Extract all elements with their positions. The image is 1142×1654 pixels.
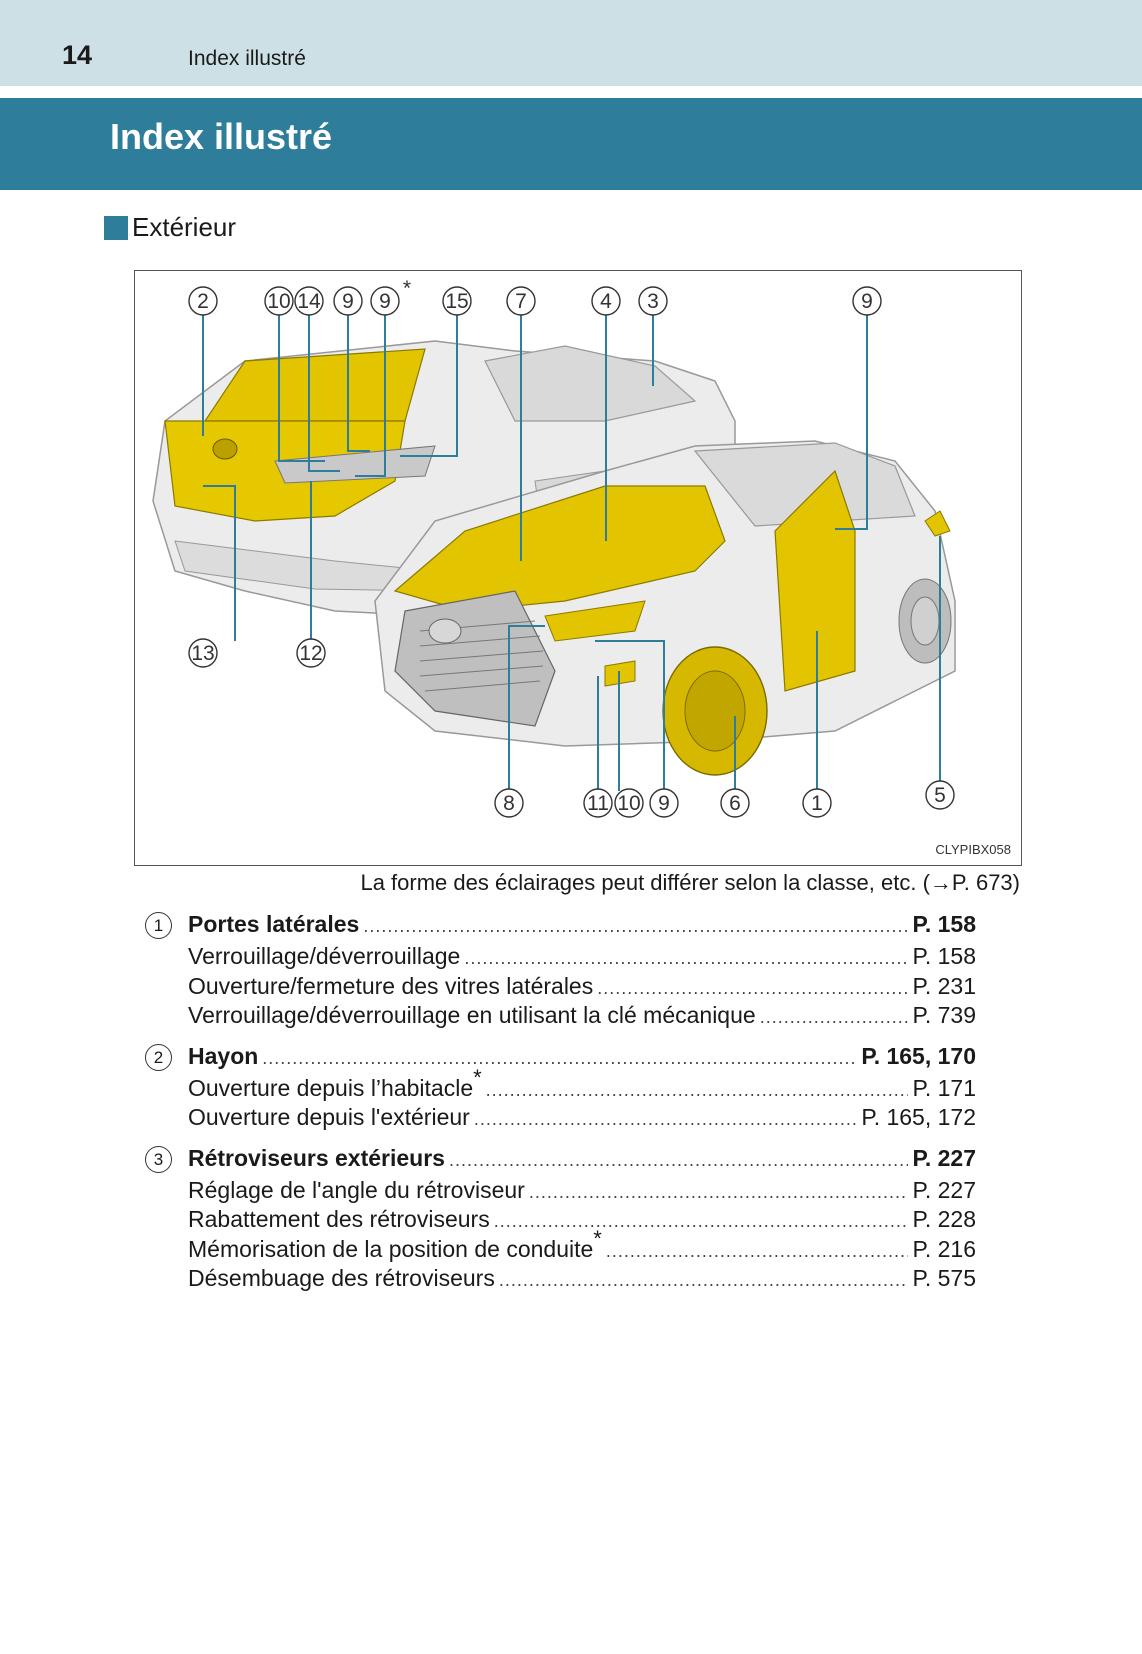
section-label: Extérieur: [132, 212, 237, 242]
leader-dots: [597, 975, 908, 1003]
page-ref[interactable]: P. 227: [912, 1144, 976, 1171]
callout-label-5: 5: [934, 784, 946, 807]
callout-label-9d: 9: [658, 792, 670, 815]
callout-10: [265, 287, 293, 315]
entry-label: Rétroviseurs extérieurs: [188, 1144, 445, 1171]
asterisk-mark: *: [473, 1064, 482, 1090]
entry-label: Hayon: [188, 1042, 259, 1069]
callout-2: [189, 287, 217, 315]
page-ref[interactable]: P. 165, 172: [861, 1104, 976, 1130]
section-heading: [104, 212, 236, 243]
leader-dots: [494, 1208, 909, 1236]
sub-item: [188, 943, 976, 973]
asterisk-mark: *: [593, 1225, 602, 1251]
figure-code: CLYPIBX058: [935, 842, 1011, 857]
callout-3: [639, 287, 667, 315]
callout-5: [926, 781, 954, 809]
entry-number: 1: [145, 912, 172, 939]
sub-item: [188, 973, 976, 1003]
index-entry: [0, 1142, 1142, 1295]
sub-item-text: Ouverture depuis l’habitacle: [188, 1074, 474, 1101]
callout-label-10: 10: [267, 290, 291, 313]
callout-4: [592, 287, 620, 315]
callout-9c: [853, 287, 881, 315]
callout-1: [803, 789, 831, 817]
sub-item: [188, 1177, 976, 1207]
callout-label-10b: 10: [617, 792, 641, 815]
page-ref[interactable]: P. 227: [912, 1176, 976, 1203]
callout-label-4: 4: [600, 290, 612, 313]
sub-item-label: Verrouillage/déverrouillage: [188, 943, 461, 969]
entry-heading: [188, 1142, 976, 1177]
sub-item-label: Ouverture/fermeture des vitres latérales: [188, 972, 594, 999]
callout-14: [295, 287, 323, 315]
callout-6: [721, 789, 749, 817]
leader-dots: [499, 1267, 909, 1295]
callout-label-12: 12: [299, 642, 323, 665]
sub-item: [188, 1206, 976, 1236]
leader-dots: [474, 1106, 858, 1134]
page-ref[interactable]: P. 216: [912, 1235, 976, 1262]
index-entry: [0, 1040, 1142, 1134]
title-bar: [0, 98, 1142, 190]
sub-item: [188, 1002, 976, 1032]
callout-label-8: 8: [503, 792, 515, 815]
callout-label-13: 13: [191, 642, 215, 665]
sub-item-label: [188, 1064, 482, 1103]
callout-12: [297, 639, 325, 667]
vehicle-illustration: [134, 270, 1022, 866]
callout-13: [189, 639, 217, 667]
entry-heading: [188, 1040, 976, 1075]
sub-item-label: [188, 1225, 602, 1264]
index-entries: [0, 908, 1142, 1303]
section-square-icon: [104, 216, 128, 240]
callout-label-7: 7: [515, 290, 527, 313]
callout-label-1: 1: [811, 792, 823, 815]
entry-number: 3: [145, 1146, 172, 1173]
leader-dots: [449, 1144, 909, 1177]
sub-item-label: Réglage de l'angle du rétroviseur: [188, 1176, 525, 1203]
index-entry: [0, 908, 1142, 1032]
callout-9b: [371, 287, 399, 315]
entry-heading: [188, 908, 976, 943]
callouts-top: [189, 277, 881, 315]
vehicle-drawing: [135, 271, 1021, 865]
leader-dots: [363, 910, 908, 943]
page-ref[interactable]: P. 165, 170: [861, 1042, 976, 1069]
page-ref[interactable]: P. 231: [912, 972, 976, 999]
callout-8: [495, 789, 523, 817]
callout-label-9a: 9: [342, 290, 354, 313]
running-head: Index illustré: [188, 47, 306, 70]
page-ref[interactable]: P. 228: [912, 1206, 976, 1232]
leader-dots: [262, 1042, 857, 1075]
callout-11: [584, 789, 612, 817]
callout-label-14: 14: [297, 290, 321, 313]
leader-dots: [760, 1004, 909, 1032]
page-ref[interactable]: P. 575: [912, 1265, 976, 1291]
asterisk-mark: *: [402, 277, 412, 300]
callout-10b: [615, 789, 643, 817]
sub-item: [188, 1265, 976, 1295]
callout-label-9b: 9: [379, 290, 391, 313]
callout-9d: [650, 789, 678, 817]
callout-label-2: 2: [197, 290, 209, 313]
sub-item-label: Verrouillage/déverrouillage en utilisant la clé mécanique: [188, 1002, 756, 1028]
header-band: [0, 0, 1142, 86]
page-title: Index illustré: [110, 116, 333, 157]
sub-item-label: Désembuage des rétroviseurs: [188, 1265, 495, 1291]
sub-item-text: Mémorisation de la position de conduite: [188, 1235, 594, 1262]
callout-label-15: 15: [445, 290, 469, 313]
page-ref[interactable]: P. 158: [912, 911, 976, 937]
sub-item: [188, 1064, 976, 1105]
callout-label-3: 3: [647, 290, 659, 313]
page-ref[interactable]: P. 158: [912, 943, 976, 969]
page-ref[interactable]: P. 171: [912, 1074, 976, 1101]
figure-caption: La forme des éclairages peut différer selon la classe, etc. (→P. 673): [360, 870, 1020, 895]
callout-label-11: 11: [587, 792, 609, 815]
sub-item-label: Ouverture depuis l'extérieur: [188, 1104, 470, 1130]
leader-dots: [464, 945, 908, 973]
callout-7: [507, 287, 535, 315]
page-number: 14: [62, 40, 93, 70]
sub-item: [188, 1225, 976, 1266]
entry-label: Portes latérales: [188, 911, 360, 937]
callout-label-9c: 9: [861, 290, 873, 313]
page-ref[interactable]: P. 739: [912, 1002, 976, 1028]
callout-15: [443, 287, 471, 315]
entry-number: 2: [145, 1044, 172, 1071]
leader-dots: [529, 1179, 909, 1207]
callout-9a: [334, 287, 362, 315]
sub-item: [188, 1104, 976, 1134]
sub-item-label: Rabattement des rétroviseurs: [188, 1206, 490, 1232]
leader-dots: [606, 1238, 909, 1266]
leader-dots: [486, 1077, 909, 1105]
callout-label-6: 6: [729, 792, 741, 815]
